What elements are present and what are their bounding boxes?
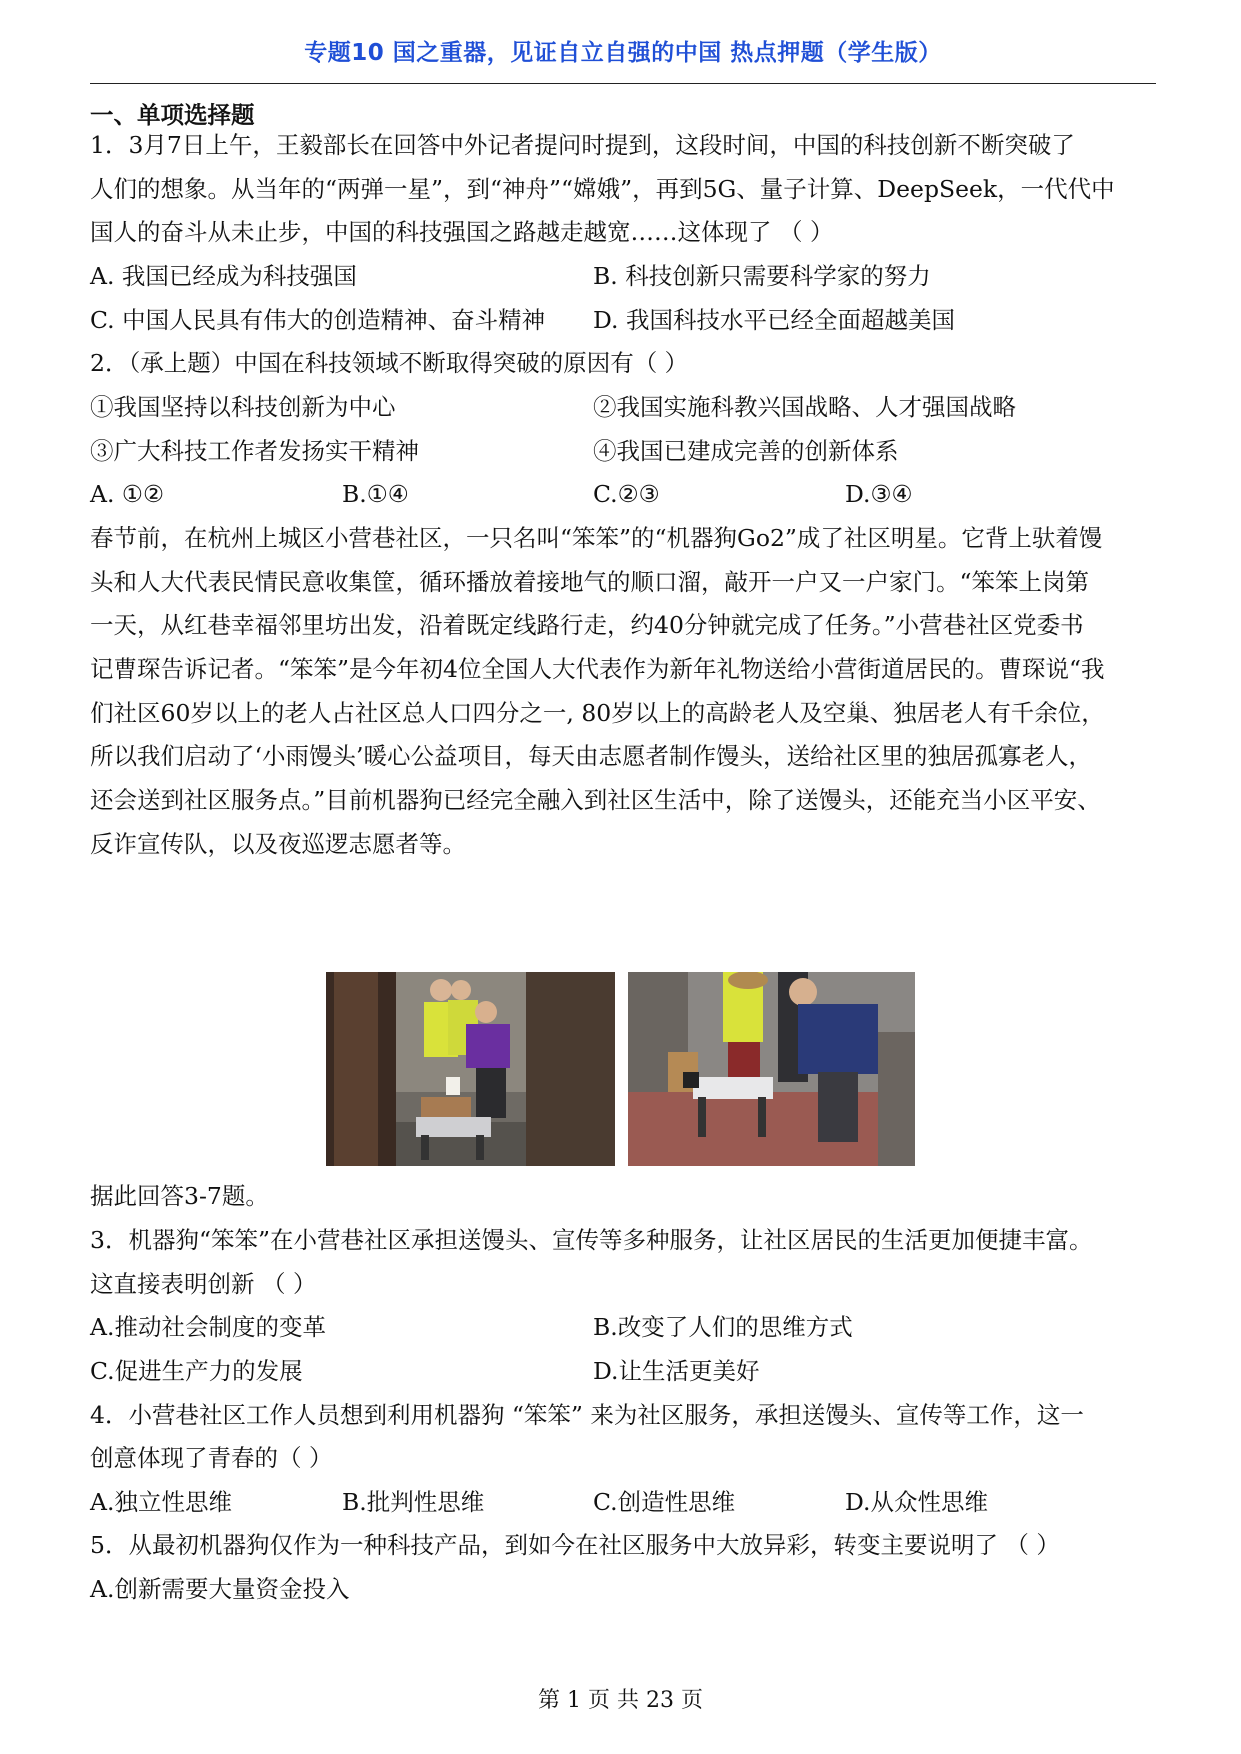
page-header-title: 专题10 国之重器，见证自立自强的中国 热点押题（学生版）: [304, 40, 942, 66]
q5-option-a: A.创新需要大量资金投入: [90, 1575, 350, 1603]
q1-option-c: C. 中国人民具有伟大的创造精神、奋斗精神: [90, 306, 546, 334]
q2-option-c: C.②③: [593, 480, 660, 508]
q2-option-d: D.③④: [845, 480, 913, 508]
passage-line-3: 一天，从红巷幸福邻里坊出发，沿着既定线路行走，约40分钟就完成了任务。”小营巷社区党委书: [90, 611, 1084, 639]
q1-option-a: A. 我国已经成为科技强国: [90, 262, 357, 290]
section-heading: 一、单项选择题: [90, 101, 255, 129]
q3-option-a: A.推动社会制度的变革: [90, 1313, 326, 1341]
q5-stem: 5．从最初机器狗仅作为一种科技产品，到如今在社区服务中大放异彩，转变主要说明了 （ ）: [90, 1531, 1060, 1559]
q2-stem: 2．（承上题）中国在科技领域不断取得突破的原因有（ ）: [90, 349, 689, 377]
passage-line-2: 头和人大代表民情民意收集筐，循环播放着接地气的顺口溜，敲开一户又一户家门。“笨笨上岗第: [90, 568, 1090, 596]
q4-stem-line-2: 创意体现了青春的（ ）: [90, 1444, 333, 1472]
passage-line-8: 反诈宣传队，以及夜巡逻志愿者等。: [90, 830, 466, 858]
q2-statement-1: ①我国坚持以科技创新为中心: [90, 393, 396, 421]
q2-option-a: A. ①②: [90, 480, 165, 508]
q1-stem-line-3: 国人的奋斗从未止步，中国的科技强国之路越走越宽……这体现了 （ ）: [90, 218, 834, 246]
q4-stem-line-1: 4．小营巷社区工作人员想到利用机器狗 “笨笨” 来为社区服务，承担送馒头、宣传等工作，这一: [90, 1401, 1084, 1429]
q3-stem-line-1: 3．机器狗“笨笨”在小营巷社区承担送馒头、宣传等多种服务，让社区居民的生活更加便捷丰富。: [90, 1226, 1093, 1254]
passage-line-6: 所以我们启动了‘小雨馒头’暖心公益项目，每天由志愿者制作馒头，送给社区里的独居孤寡老人，: [90, 742, 1092, 770]
q1-stem-line-1: 1．3月7日上午，王毅部长在回答中外记者提问时提到，这段时间，中国的科技创新不断突破了: [90, 131, 1075, 159]
passage-line-4: 记曹琛告诉记者。“笨笨”是今年初4位全国人大代表作为新年礼物送给小营街道居民的。曹琛说“我: [90, 655, 1105, 683]
passage-line-5: 们社区60岁以上的老人占社区总人口四分之一, 80岁以上的高龄老人及空巢、独居老人有千余位，: [90, 699, 1105, 727]
q2-statement-2: ②我国实施科教兴国战略、人才强国战略: [593, 393, 1016, 421]
page-footer: 第 1 页 共 23 页: [538, 1688, 703, 1713]
q3-option-c: C.促进生产力的发展: [90, 1357, 303, 1385]
q3-option-b: B.改变了人们的思维方式: [593, 1313, 853, 1341]
q3-stem-line-2: 这直接表明创新 （ ）: [90, 1270, 317, 1298]
q4-option-d: D.从众性思维: [845, 1488, 988, 1516]
q1-option-d: D. 我国科技水平已经全面超越美国: [593, 306, 955, 334]
q2-statement-3: ③广大科技工作者发扬实干精神: [90, 437, 419, 465]
robot-dog-photo-left: [326, 972, 615, 1166]
q2-option-b: B.①④: [342, 480, 409, 508]
passage-line-7: 还会送到社区服务点。”目前机器狗已经完全融入到社区生活中，除了送馒头，还能充当小区平安、: [90, 786, 1101, 814]
robot-dog-photo-right: [628, 972, 915, 1166]
passage-instruction: 据此回答3-7题。: [90, 1182, 269, 1210]
q4-option-b: B.批判性思维: [342, 1488, 485, 1516]
q3-option-d: D.让生活更美好: [593, 1357, 760, 1385]
q4-option-a: A.独立性思维: [90, 1488, 232, 1516]
q1-stem-line-2: 人们的想象。从当年的“两弹一星”，到“神舟”“嫦娥”，再到5G、量子计算、DeepSeek，一代代中: [90, 175, 1115, 203]
q4-option-c: C.创造性思维: [593, 1488, 736, 1516]
q1-option-b: B. 科技创新只需要科学家的努力: [593, 262, 931, 290]
q2-statement-4: ④我国已建成完善的创新体系: [593, 437, 899, 465]
passage-line-1: 春节前，在杭州上城区小营巷社区，一只名叫“笨笨”的“机器狗Go2”成了社区明星。它背上驮着馒: [90, 524, 1103, 552]
header-divider: [90, 83, 1156, 84]
